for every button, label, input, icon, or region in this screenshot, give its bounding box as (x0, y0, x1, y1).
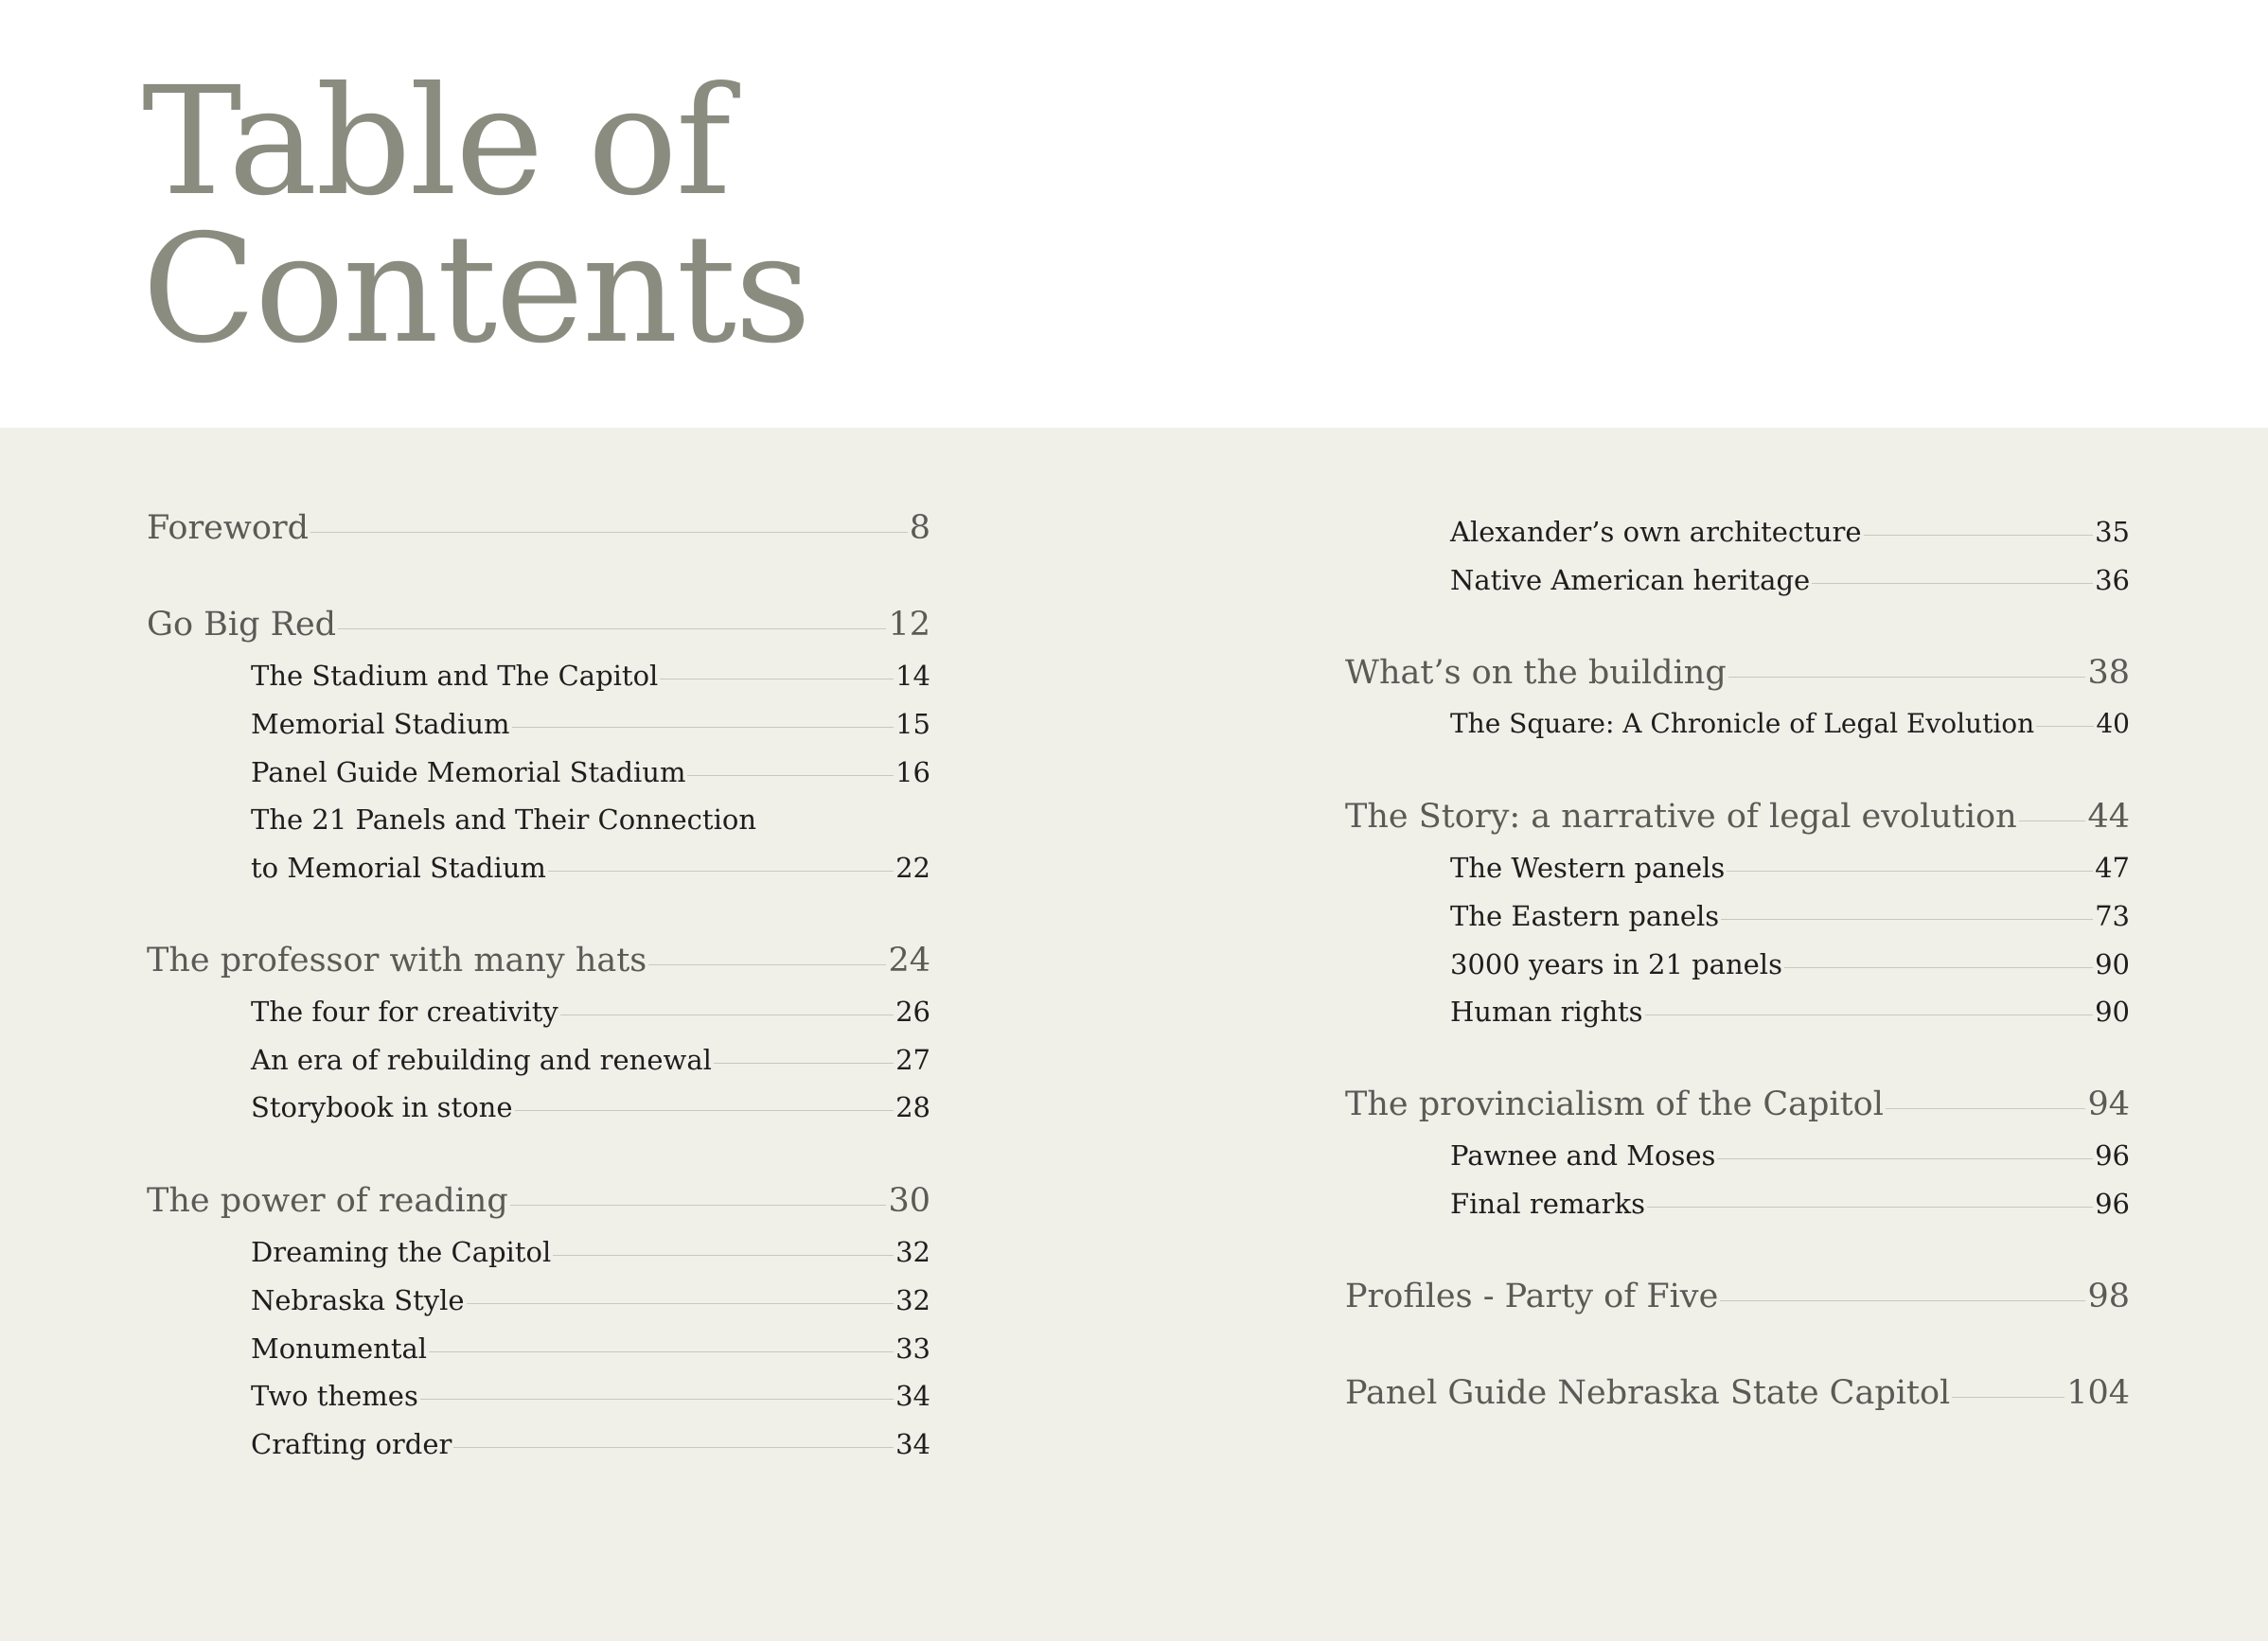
toc-subentry[interactable] (1450, 1139, 2130, 1172)
page-title (142, 55, 810, 377)
toc-subentry-label: Human rights (1450, 996, 1643, 1028)
toc-subentry-page: 15 (895, 708, 930, 740)
toc-subentry-page: 96 (2095, 1188, 2130, 1220)
toc-subentry-page: 33 (895, 1332, 930, 1365)
toc-subentry-page: 27 (895, 1044, 930, 1076)
dot-leader (1952, 1397, 2064, 1398)
toc-subentry-label: Panel Guide Memorial Stadium (251, 756, 686, 788)
toc-subentry[interactable] (251, 756, 930, 788)
dot-leader (510, 1205, 887, 1206)
toc-subentry-label: Storybook in stone (251, 1091, 513, 1123)
dot-leader (1864, 535, 2094, 536)
dot-leader (467, 1303, 895, 1304)
toc-entry-label: The power of reading (147, 1182, 508, 1220)
dot-leader (515, 1110, 895, 1111)
toc-entry-label: Profiles - Party of Five (1345, 1278, 1719, 1315)
toc-subentry-page: 40 (2096, 708, 2130, 739)
toc-subentry[interactable] (251, 852, 930, 884)
toc-subentry[interactable] (1450, 564, 2130, 596)
toc-entry-label: Foreword (147, 509, 310, 547)
toc-subentry[interactable] (251, 1284, 930, 1316)
toc-subentry[interactable] (251, 1091, 930, 1123)
toc-entry-panel-guide[interactable] (1345, 1374, 2130, 1412)
page-title-line-2: Contents (142, 203, 810, 377)
toc-subentry-page: 35 (2095, 516, 2130, 548)
toc-entry-label: The Story: a narrative of legal evolution (1345, 798, 2017, 836)
dot-leader (548, 871, 894, 872)
dot-leader (453, 1447, 894, 1448)
toc-entry-label: Panel Guide Nebraska State Capitol (1345, 1374, 1951, 1412)
toc-subentry[interactable] (1450, 852, 2130, 884)
toc-entry-page: 44 (2087, 798, 2130, 836)
dot-leader (1720, 1300, 2085, 1301)
toc-subentry[interactable] (251, 660, 930, 692)
toc-entry-page: 94 (2087, 1085, 2130, 1123)
toc-subentry-label: Alexander’s own architecture (1450, 516, 1862, 548)
toc-entry-foreword[interactable] (147, 509, 930, 547)
toc-subentry-page: 32 (895, 1236, 930, 1268)
toc-subentry-page: 16 (895, 756, 930, 788)
toc-entry-label: The professor with many hats (147, 942, 647, 979)
toc-entry-reading[interactable] (147, 1182, 930, 1220)
toc-subentry-label: Pawnee and Moses (1450, 1139, 1716, 1172)
dot-leader (687, 775, 894, 776)
toc-subentry[interactable] (251, 996, 930, 1028)
dot-leader (1727, 871, 2093, 872)
toc-subentry-page: 73 (2095, 900, 2130, 932)
toc-entry-page: 30 (888, 1182, 930, 1220)
toc-entry-page: 12 (888, 606, 930, 644)
toc-subentry-label: The Square: A Chronicle of Legal Evolution (1450, 708, 2035, 739)
toc-entry-page: 8 (909, 509, 930, 547)
toc-subentry-label: 3000 years in 21 panels (1450, 948, 1782, 980)
toc-subentry[interactable] (1450, 900, 2130, 932)
dot-leader (1812, 583, 2093, 584)
toc-entry-page: 98 (2087, 1278, 2130, 1315)
dot-leader (429, 1351, 894, 1352)
dot-leader (1784, 967, 2093, 968)
toc-subentry-page: 90 (2095, 948, 2130, 980)
toc-subentry-page: 26 (895, 996, 930, 1028)
toc-subentry-page: 14 (895, 660, 930, 692)
toc-subentry[interactable] (251, 1332, 930, 1365)
page-title-line-1: Table of (142, 55, 730, 229)
toc-entry-page: 24 (888, 942, 930, 979)
toc-subentry[interactable] (1450, 996, 2130, 1028)
dot-leader (1886, 1108, 2086, 1109)
dot-leader (1721, 919, 2093, 920)
toc-subentry-label: The Eastern panels (1450, 900, 1720, 932)
toc-entry-building[interactable] (1345, 654, 2130, 692)
dot-leader (1717, 1158, 2093, 1159)
toc-subentry[interactable] (1450, 948, 2130, 980)
toc-entry-professor[interactable] (147, 942, 930, 979)
toc-subentry-label: The four for creativity (251, 996, 558, 1028)
dot-leader (553, 1255, 894, 1256)
toc-subentry[interactable] (1450, 516, 2130, 548)
toc-subentry-page: 47 (2095, 852, 2130, 884)
toc-subentry-page: 28 (895, 1091, 930, 1123)
toc-subentry-label: to Memorial Stadium (251, 852, 546, 884)
toc-subentry-page: 96 (2095, 1139, 2130, 1172)
toc-entry-label: Go Big Red (147, 606, 337, 644)
toc-subentry-label: The Stadium and The Capitol (251, 660, 659, 692)
toc-entry-page: 104 (2066, 1374, 2130, 1412)
toc-subentry[interactable] (251, 708, 930, 740)
dot-leader (1728, 677, 2086, 678)
toc-subentry[interactable] (1450, 1188, 2130, 1220)
toc-entry-story[interactable] (1345, 798, 2130, 836)
toc-subentry-label: The Western panels (1450, 852, 1726, 884)
dot-leader (2019, 820, 2086, 821)
toc-subentry[interactable] (251, 1236, 930, 1268)
dot-leader (310, 532, 908, 533)
toc-subentry-label-line-1[interactable]: The 21 Panels and Their Connection (251, 803, 756, 836)
toc-subentry-page: 34 (895, 1428, 930, 1460)
toc-subentry-page: 90 (2095, 996, 2130, 1028)
toc-subentry-label: Dreaming the Capitol (251, 1236, 552, 1268)
toc-entry-go-big-red[interactable] (147, 606, 930, 644)
toc-subentry[interactable] (251, 1428, 930, 1460)
title-banner (0, 0, 2268, 428)
toc-subentry-label: An era of rebuilding and renewal (251, 1044, 712, 1076)
toc-subentry-page: 22 (895, 852, 930, 884)
dot-leader (648, 964, 886, 965)
toc-subentry-label: Nebraska Style (251, 1284, 465, 1316)
toc-subentry-label: Native American heritage (1450, 564, 1811, 596)
toc-entry-label: The provincialism of the Capitol (1345, 1085, 1884, 1123)
toc-subentry[interactable] (251, 1044, 930, 1076)
dot-leader (420, 1399, 894, 1400)
toc-subentry-page: 36 (2095, 564, 2130, 596)
toc-subentry[interactable] (251, 1380, 930, 1412)
toc-entry-label: What’s on the building (1345, 654, 1727, 692)
dot-leader (2036, 726, 2094, 727)
dot-leader (338, 628, 886, 629)
toc-entry-provincialism[interactable] (1345, 1085, 2130, 1123)
toc-subentry-label: Final remarks (1450, 1188, 1645, 1220)
dot-leader (1647, 1207, 2093, 1208)
dot-leader (714, 1063, 894, 1064)
toc-subentry-label: Memorial Stadium (251, 708, 510, 740)
toc-entry-profiles[interactable] (1345, 1278, 2130, 1315)
toc-subentry-page: 32 (895, 1284, 930, 1316)
toc-subentry-label: Crafting order (251, 1428, 452, 1460)
toc-subentry[interactable] (1450, 708, 2130, 739)
toc-subentry-label: Monumental (251, 1332, 428, 1365)
dot-leader (512, 727, 895, 728)
toc-entry-page: 38 (2087, 654, 2130, 692)
toc-subentry-label: Two themes (251, 1380, 418, 1412)
toc-subentry-page: 34 (895, 1380, 930, 1412)
